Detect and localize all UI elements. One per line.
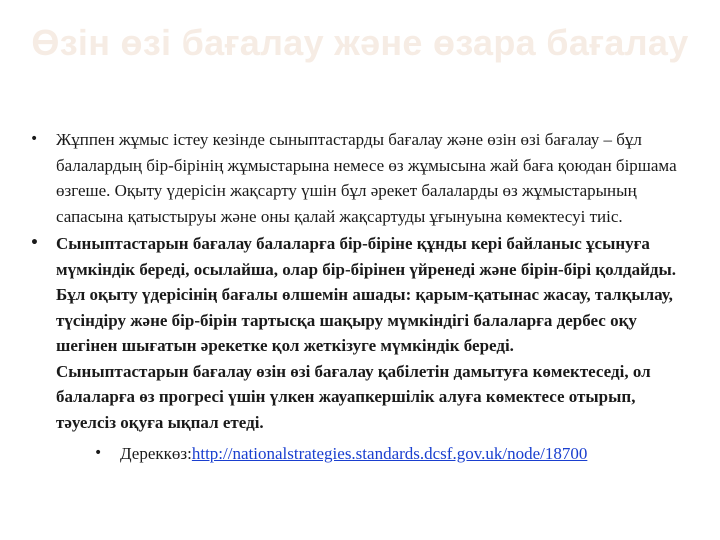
bullet-icon: • (30, 235, 39, 251)
bullet-item (30, 231, 690, 435)
bullet-item (30, 127, 690, 229)
slide-content (30, 127, 690, 466)
source-line (94, 441, 690, 466)
bullet-icon: • (94, 445, 103, 461)
source-label: Дереккөз: (120, 444, 192, 463)
bullet-text: Сыныптастарын бағалау балаларға бір-біріне құнды кері байланыс ұсынуға мүмкіндік береді, осылайша, олар бір-бірінен үйренеді және бірін-бірі қолдайды. Бұл оқыту үдерісінің бағалы өлшемін ашады: қарым-қатынас жасау, талқылау, түсіндіру және бір-бірін тартысқа шақыру мүмкіндігі балаларға дербес оқу шегінен шығатын әрекетке қол жеткізуге мүмкіндік береді. (56, 234, 676, 355)
bullet-text: Жұппен жұмыс істеу кезінде сыныптастарды бағалау және өзін өзі бағалау – бұл балалардың бір-бірінің жұмыстарына немесе өз жұмысына жай баға қоюдан біршама өзгеше. Оқыту үдерісін жақсарту үшін бұл әрекет балаларды өз жұмыстарының сапасына қатыстыруы және оны қалай жақсартуды ұғынуына көмектесуі тиіс. (56, 130, 677, 226)
source-link[interactable]: http://nationalstrategies.standards.dcsf.gov.uk/node/18700 (191, 444, 588, 463)
bullet-text-continuation: Сыныптастарын бағалау өзін өзі бағалау қабілетін дамытуға көмектеседі, ол балаларға өз прогресі үшін үлкен жауапкершілік алуға көмектесе отырып, тәуелсіз оқуға ықпал етеді. (56, 361, 651, 432)
slide-title: Өзін өзі бағалау және өзара бағалау (31, 22, 689, 63)
bullet-icon: • (30, 131, 39, 147)
